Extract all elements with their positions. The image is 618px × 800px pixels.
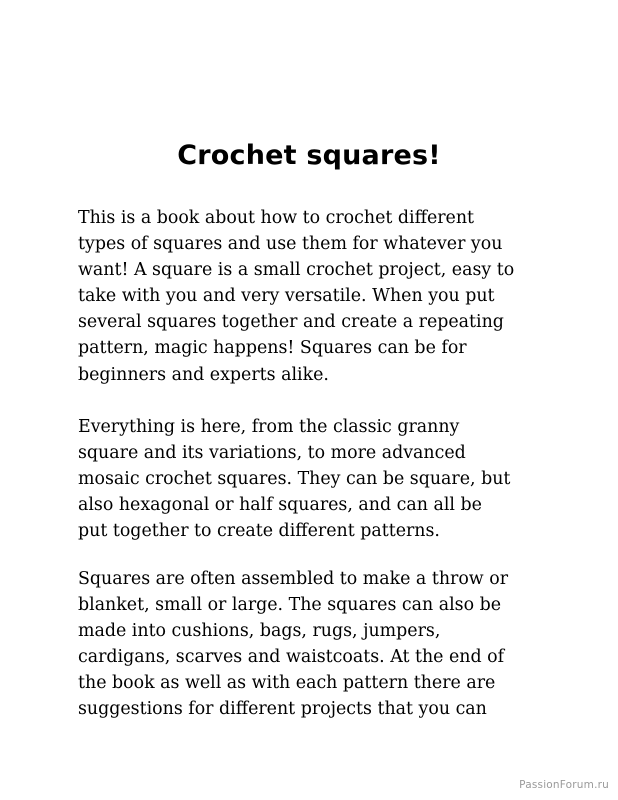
- text-line: take with you and very versatile. When you put: [78, 286, 495, 307]
- text-line: several squares together and create a repeating: [78, 312, 504, 333]
- text-line: pattern, magic happens! Squares can be for: [78, 338, 467, 359]
- text-line: also hexagonal or half squares, and can all be: [78, 495, 482, 516]
- body-paragraph-1: [78, 205, 548, 388]
- text-line: the book as well as with each pattern there are: [78, 673, 496, 694]
- text-line: suggestions for different projects that you can: [78, 699, 487, 720]
- body-paragraph-2: [78, 414, 548, 544]
- text-line: blanket, small or large. The squares can also be: [78, 595, 502, 616]
- text-line: want! A square is a small crochet project, easy to: [78, 260, 515, 281]
- body-paragraph-3: [78, 566, 548, 723]
- text-line: square and its variations, to more advanced: [78, 443, 466, 464]
- text-line: Everything is here, from the classic granny: [78, 417, 460, 437]
- text-line: put together to create different patterns.: [78, 521, 440, 542]
- text-line: types of squares and use them for whatever you: [78, 234, 503, 255]
- text-line: made into cushions, bags, rugs, jumpers,: [78, 621, 441, 642]
- text-line: This is a book about how to crochet different: [78, 208, 475, 228]
- text-line: Squares are often assembled to make a throw or: [78, 569, 509, 589]
- text-line: mosaic crochet squares. They can be square, but: [78, 469, 511, 490]
- watermark: PassionForum.ru: [519, 779, 609, 791]
- page-title: Crochet squares!: [177, 140, 441, 171]
- text-line: cardigans, scarves and waistcoats. At the end of: [78, 647, 505, 668]
- text-line: beginners and experts alike.: [78, 364, 329, 385]
